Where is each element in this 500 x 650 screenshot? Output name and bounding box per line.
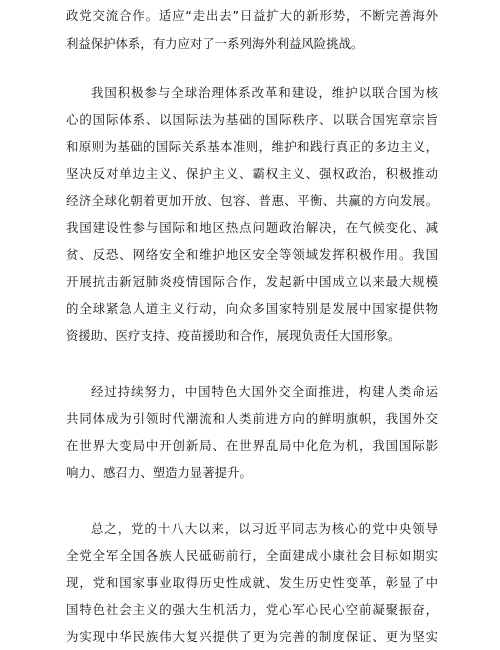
text-line: 我国积极参与全球治理体系改革和建设，维护以联合国为核 <box>91 85 438 100</box>
text-line: 开展抗击新冠肺炎疫情国际合作，发起新中国成立以来最大规模 <box>66 274 438 289</box>
text-line: 共同体成为引领时代潮流和人类前进方向的鲜明旗帜，我国外交 <box>66 411 438 426</box>
text-line: 经济全球化朝着更加开放、包容、普惠、平衡、共赢的方向发展。 <box>66 193 438 208</box>
text-line: 资援助、医疗支持、疫苗援助和合作，展现负责任大国形象。 <box>66 328 401 343</box>
text-line: 经过持续努力，中国特色大国外交全面推进，构建人类命运 <box>91 384 438 399</box>
text-line: 利益保护体系，有力应对了一系列海外利益风险挑战。 <box>66 36 364 51</box>
text-line: 国特色社会主义的强大生机活力，党心军心民心空前凝聚振奋， <box>66 602 438 617</box>
text-line: 的全球紧急人道主义行动，向众多国家特别是发展中国家提供物 <box>66 301 438 316</box>
text-line: 我国建设性参与国际和地区热点问题政治解决，在气候变化、减 <box>66 220 438 235</box>
text-line: 政党交流合作。适应“走出去”日益扩大的新形势，不断完善海外 <box>66 8 438 23</box>
text-line: 全党全军全国各族人民砥砺前行，全面建成小康社会目标如期实 <box>66 548 438 563</box>
text-line: 贫、反恐、网络安全和维护地区安全等领域发挥积极作用。我国 <box>66 247 438 262</box>
text-line: 总之，党的十八大以来，以习近平同志为核心的党中央领导 <box>91 521 438 536</box>
text-line: 心的国际体系、以国际法为基础的国际秩序、以联合国宪章宗旨 <box>66 112 438 127</box>
text-line: 在世界大变局中开创新局、在世界乱局中化危为机，我国国际影 <box>66 438 438 453</box>
text-line: 现，党和国家事业取得历史性成就、发生历史性变革，彰显了中 <box>66 575 438 590</box>
text-line: 和原则为基础的国际关系基本准则，维护和践行真正的多边主义， <box>66 139 438 154</box>
text-line: 为实现中华民族伟大复兴提供了更为完善的制度保证、更为坚实 <box>66 629 438 644</box>
text-line: 响力、感召力、塑造力显著提升。 <box>66 465 252 480</box>
text-line: 坚决反对单边主义、保护主义、霸权主义、强权政治，积极推动 <box>66 166 438 181</box>
